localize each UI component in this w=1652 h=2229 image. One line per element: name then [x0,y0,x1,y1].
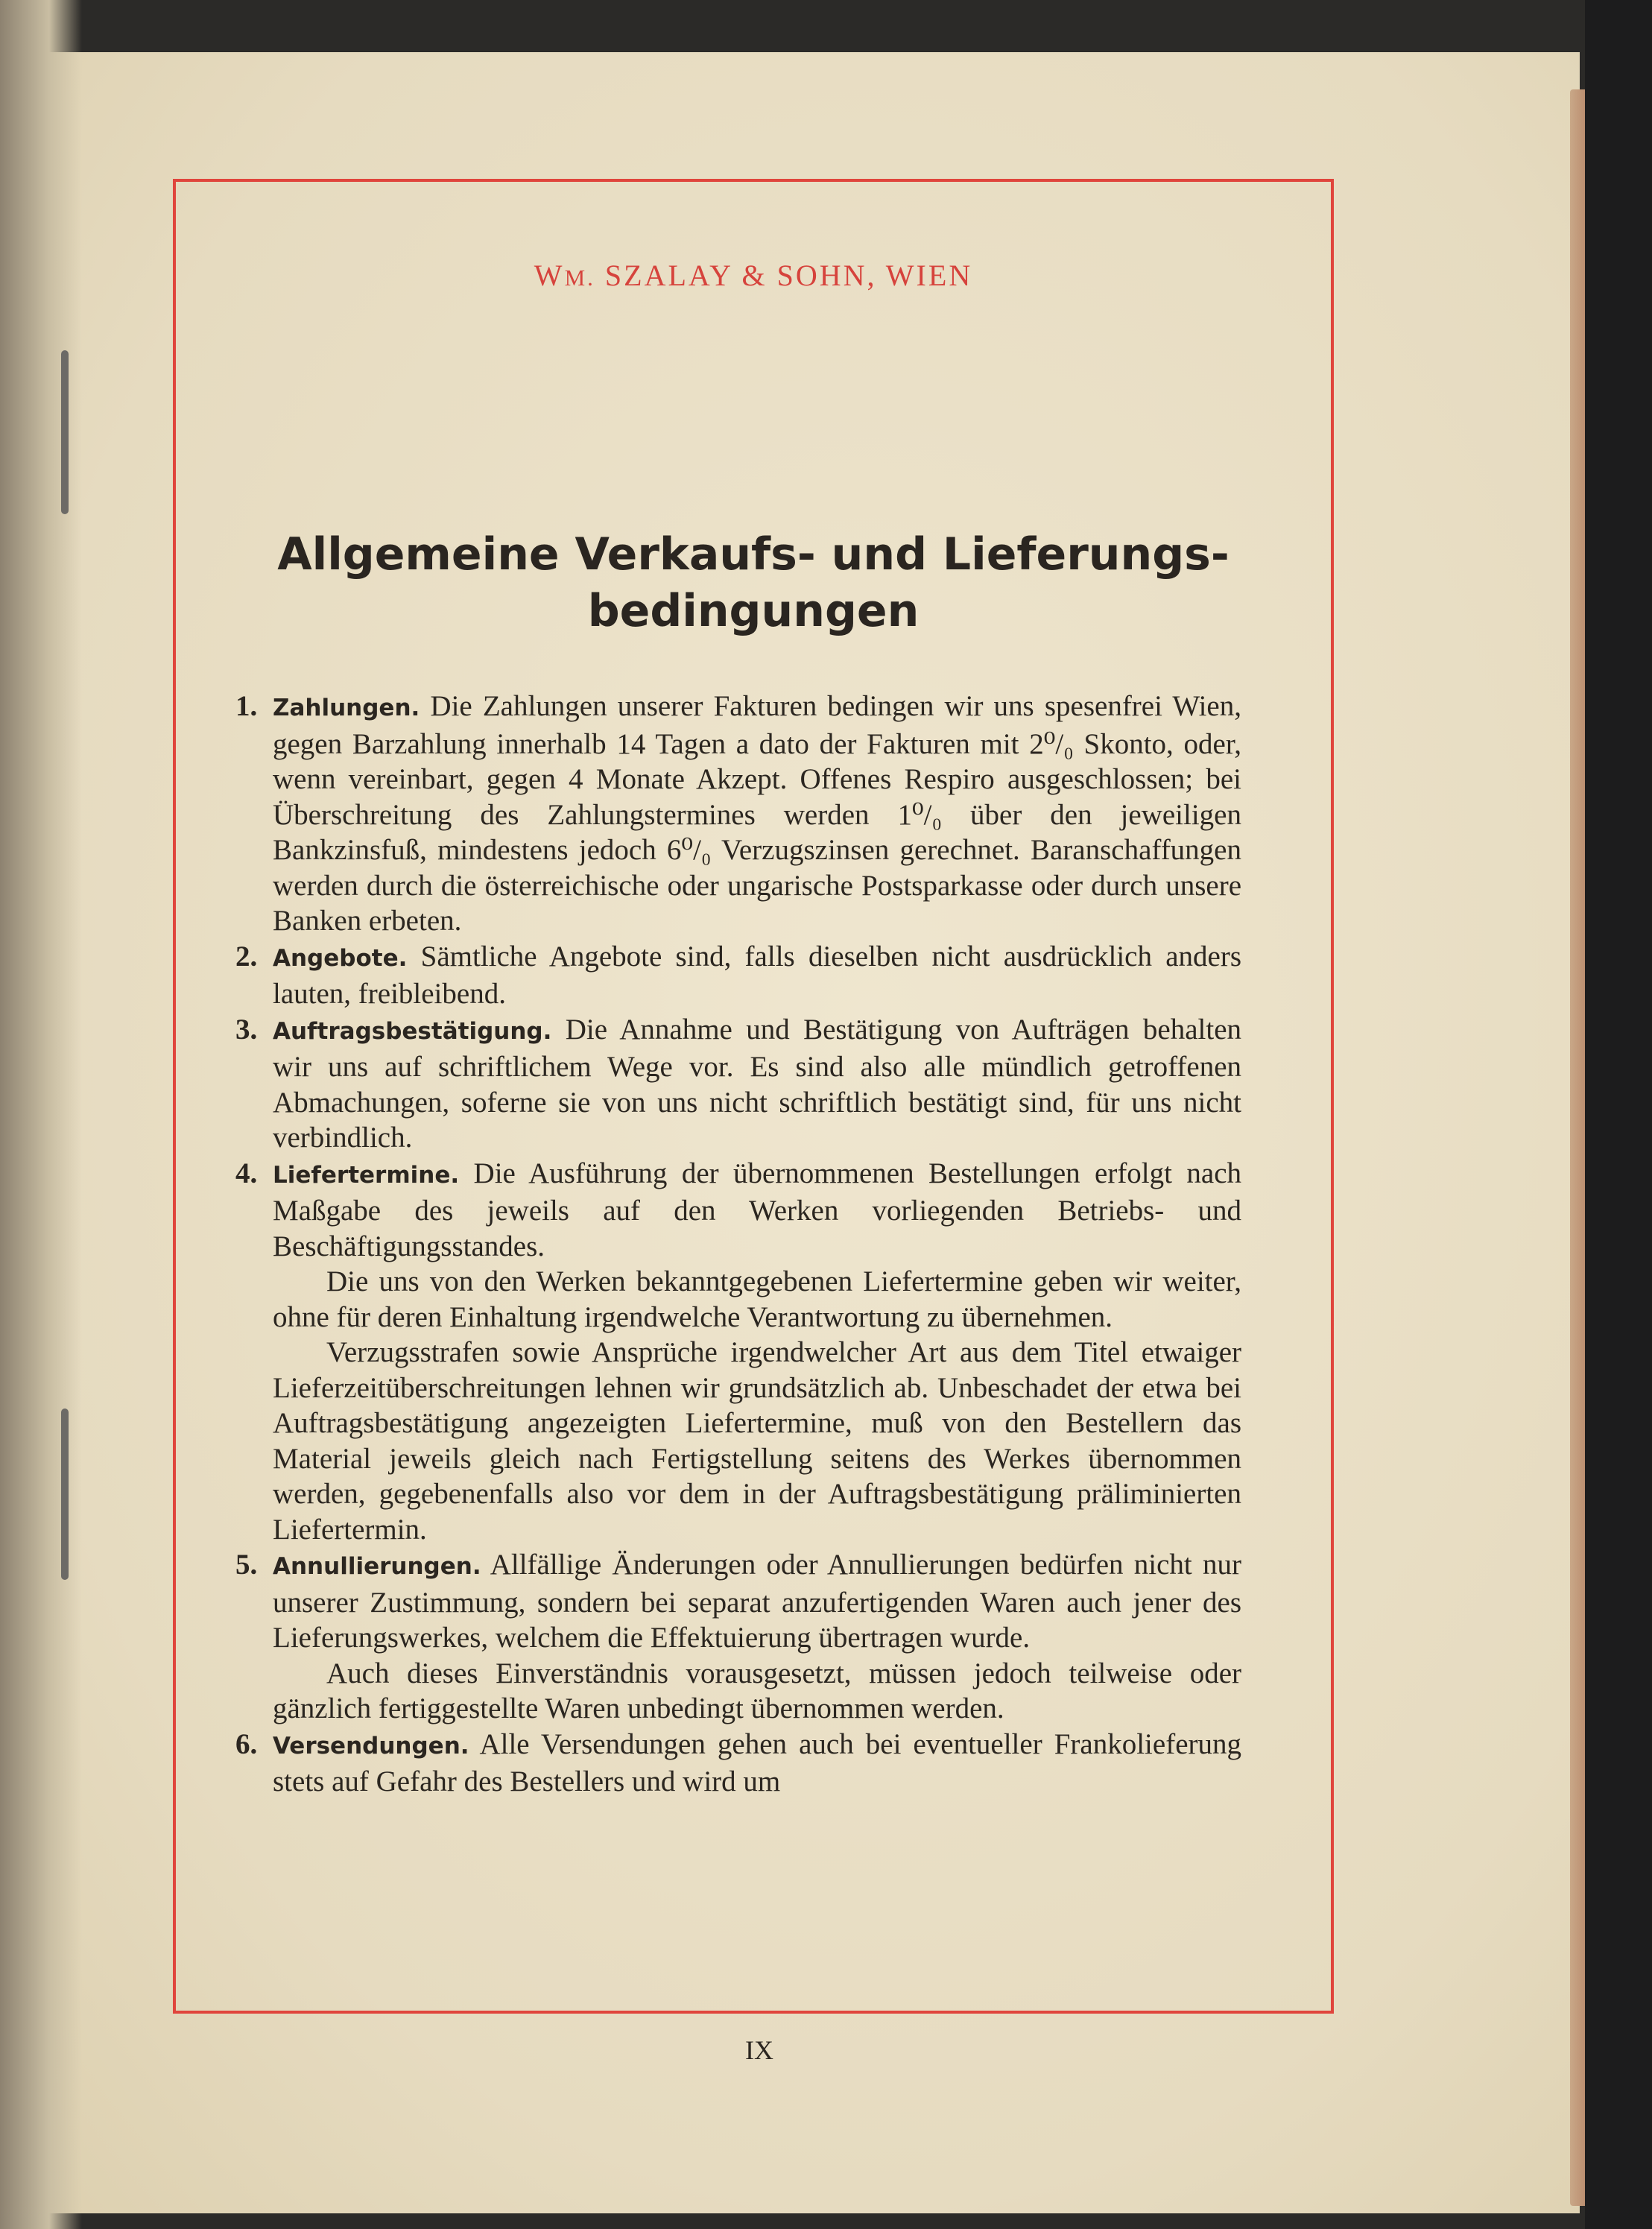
terms-item [235,689,1241,939]
terms-paragraph-text: Die uns von den Werken bekanntgegebenen Liefertermine geben wir weiter, ohne für deren Einhaltung irgendwelche Verantwortung zu übernehmen. [273,1265,1241,1333]
terms-item-number: 5. [235,1549,258,1581]
terms-paragraph-text: Die Ausführung der übernommenen Bestellungen erfolgt nach Maßgabe des jeweils auf den Werken vorliegenden Betriebs- und Beschäftigungsstandes. [273,1157,1241,1262]
terms-paragraph [273,1156,1241,1265]
terms-item-heading: Auftragsbestätigung. [273,1017,552,1045]
header-name: SZALAY & SOHN, WIEN [595,259,973,292]
terms-item [235,1012,1241,1156]
terms-item-text [273,689,1241,939]
terms-paragraph [273,1335,1241,1547]
terms-paragraph [273,1547,1241,1656]
terms-paragraph-text: Sämtliche Angebote sind, falls dieselben nicht ausdrücklich anders lauten, freibleibend. [273,940,1241,1010]
header-initial: W [534,259,565,292]
terms-paragraph-text: Verzugsstrafen sowie Ansprüche irgendwelcher Art aus dem Titel etwaiger Lieferzeitüberschreitungen lehnen wir grundsätzlich ab. Unbeschadet der etwa bei Auftragsbestätigung angezeigten Liefertermine, muß von den Bestellern das Material jeweils gleich nach Fertigstellung seitens des Werkes übernommen werden, gegebenenfalls also vor dem in der Auftragsbestätigung präliminierten Liefertermin. [273,1336,1241,1546]
terms-item-number: 2. [235,940,258,973]
terms-item-number: 4. [235,1157,258,1189]
terms-list [235,689,1241,1800]
terms-paragraph-text: Auch dieses Einverständnis vorausgesetzt, müssen jedoch teilweise oder gänzlich fertiggestellte Waren unbedingt übernommen werden. [273,1657,1241,1724]
terms-paragraph-text: Die Annahme und Bestätigung von Aufträgen behalten wir uns auf schriftlichem Wege vor. Es sind also alle mündlich getroffenen Abmachungen, soferne sie von uns nicht schriftlich bestätigt sind, für uns nicht verbindlich. [273,1013,1241,1154]
page-number: IX [745,2035,773,2065]
title-line-2: bedingungen [587,585,920,637]
terms-paragraph [273,939,1241,1012]
terms-item-number: 6. [235,1727,258,1760]
binding-stitch-upper [61,350,69,514]
page-title [176,526,1331,639]
terms-paragraph [273,1264,1241,1335]
terms-item [235,939,1241,1012]
terms-item-heading: Liefertermine. [273,1161,460,1189]
terms-item [235,1727,1241,1800]
terms-paragraph [273,689,1241,939]
terms-item-heading: Angebote. [273,944,408,972]
terms-item-text [273,1156,1241,1548]
book-cover [1585,0,1652,2229]
terms-item-heading: Zahlungen. [273,695,420,721]
terms-item-heading: Annullierungen. [273,1553,481,1580]
title-line-1: Allgemeine Verkaufs- und Lieferungs- [277,528,1229,581]
terms-item-number: 1. [235,690,258,722]
terms-item [235,1156,1241,1548]
terms-item-heading: Versendungen. [273,1732,469,1760]
terms-item-text [273,1547,1241,1727]
terms-item [235,1547,1241,1727]
terms-paragraph-text: Alle Versendungen gehen auch bei eventueller Frankolieferung stets auf Gefahr des Bestellers und wird um [273,1727,1241,1798]
binding-stitch-lower [61,1408,69,1580]
terms-paragraph [273,1656,1241,1727]
terms-item-number: 3. [235,1013,258,1046]
terms-paragraph-text: Die Zahlungen unserer Fakturen bedingen wir uns spesenfrei Wien, gegen Barzahlung innerhalb 14 Tagen a dato der Fakturen mit 2⁰/₀ Skonto, oder, wenn vereinbart, gegen 4 Monate Akzept. Offenes Respiro ausgeschlossen; bei Überschreitung des Zahlungstermines werden 1⁰/₀ über den jeweiligen Bankzinsfuß, mindestens jedoch 6⁰/₀ Verzugszinsen gerechnet. Baranschaffungen werden durch die österreichische oder ungarische Postsparkasse oder durch unsere Banken erbeten. [273,690,1241,937]
terms-paragraph [273,1012,1241,1156]
terms-item-text [273,1727,1241,1800]
red-border-frame [173,179,1334,2014]
spine-shadow [0,0,82,2229]
terms-paragraph [273,1727,1241,1800]
terms-paragraph-text: Allfällige Änderungen oder Annullierungen bedürfen nicht nur unserer Zustimmung, sondern bei separat anzufertigenden Waren auch jener des Lieferungswerkes, welchem die Effektuierung übertragen wurde. [273,1549,1241,1654]
terms-item-text [273,939,1241,1012]
terms-item-text [273,1012,1241,1156]
publisher-header [176,258,1331,293]
header-initial-suffix: M. [564,265,595,291]
